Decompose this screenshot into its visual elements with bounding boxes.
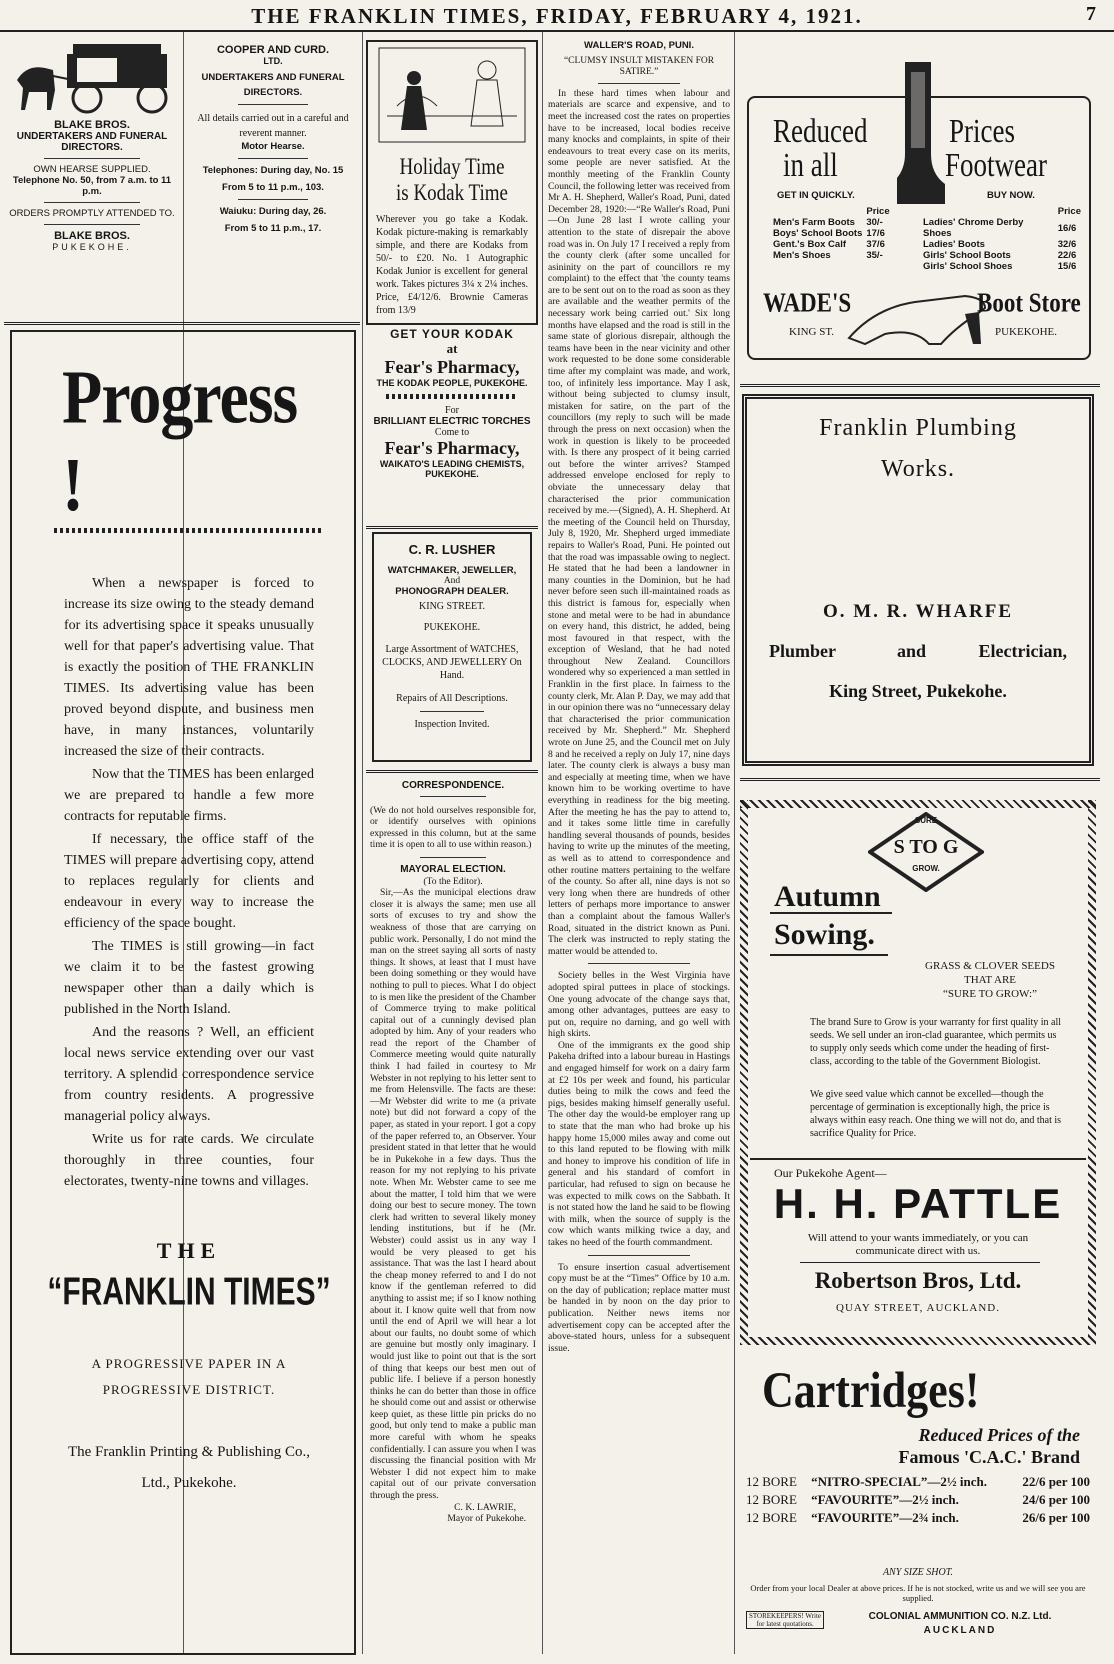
wades-price: 22/6 [1057,250,1077,261]
agent-label: Our Pukekohe Agent— [774,1166,887,1180]
plumbing-title-1: Franklin Plumbing [819,415,1017,441]
insertion-notice: To ensure insertion casual advertisement copy must be at the “Times” Office by 10 a.m. on the day of publication; replace matter must be handed in by noon on the day prior to publication. Neither news items nor advertisement copy can be accepted after the above-stated hours, unless for a subsequent issue. [548,1261,730,1354]
mayoral-election-role: Mayor of Pukekohe. [447,1513,526,1525]
cooper-line1: UNDERTAKERS AND FUNERAL [201,72,345,83]
cartridges-title: Cartridges! [762,1362,980,1419]
cartridges-ad [742,1362,1096,1655]
logo-sure: SURE [914,816,938,825]
cartridges-sub-2: Famous 'C.A.C.' Brand [898,1447,1080,1467]
kodak-for: For [445,405,459,416]
mayoral-election-title: MAYORAL ELECTION. [400,863,506,875]
plumbing-owner: O. M. R. WHARFE [822,601,1014,622]
progress-para-5: And the reasons ? Well, an efficient local news service extending over our vast territory. A splendid correspondence service from country residents. A progressive managerial policy always. [64,1025,314,1124]
cooper-name: COOPER AND CURD. [216,44,330,56]
cooper-waiuku1: Waiuku: During day, 26. [219,206,327,217]
sowing-that: THAT ARE [963,974,1017,986]
mayoral-election-to: (To the Editor). [423,875,483,887]
hearse-icon [7,40,177,114]
wades-price: 35/- [866,250,883,261]
cartridge-bore: 12 BORE [746,1510,797,1525]
wades-price: 16/6 [1057,222,1077,234]
robertson-bros: Robertson Bros, Ltd. [814,1268,1022,1293]
wades-item: Girls' School Shoes [923,261,1013,272]
kodak-at: at [446,341,458,356]
progress-tagline-1: A PROGRESSIVE PAPER IN A [91,1356,287,1371]
cooper-phone1: Telephones: During day, No. 15 [202,165,344,176]
sowing-seeds: GRASS & CLOVER SEEDS [925,960,1055,972]
immigrants-note: One of the immigrants ex the good ship Pakeha drifted into a labour bureau in Hastings and engaged himself for work on a dairy farm at £2 10s per week and found, his particular duties being to milk the cows and feed the pigs, besides making himself generally useful. The other day the would-be employer rang up to state that the man who had broke up his happy home 15,000 miles away and come out to this land reputed to be flowing with milk and honey to improve his condition of life in general and his standard of comfort in particular, had refused to sign on because he was expected to milk cows on the Sabbath. It is not stated how the land he said to be flowing with milk, when the source of supply is the cow which wants milking twice a day, and takes no heed of the fourth commandment. [548,1039,730,1248]
blake-hearse: OWN HEARSE SUPPLIED. [33,164,151,175]
lusher-ad [372,532,532,762]
wades-buy: BUY NOW. [987,190,1035,201]
correspondence-note: (We do not hold ourselves responsible for, or identify ourselves with opinions expressed in this column, but at the same time it is open to all to use within reason.) [370,804,536,851]
blake-line1: UNDERTAKERS AND FUNERAL [16,131,168,142]
wades-title-3: Prices [949,112,1015,150]
wades-item: Men's Shoes [773,250,831,261]
progress-company-2: Ltd., Pukekohe. [141,1475,237,1491]
wallers-heading: WALLER'S ROAD, PUNI. [584,40,694,51]
robertson-street: QUAY STREET, AUCKLAND. [836,1302,1000,1314]
storekeepers-box: STOREKEEPERS! Write for latest quotations. [746,1611,824,1629]
progress-para-3: If necessary, the office staff of the TIMES will prepare advertising copy, attend to replaces regularly for clients and endeavour in every way to increase the efficiency of the space bought. [64,832,314,931]
blake-bros-ad [4,40,180,315]
cartridge-type: “FAVOURITE”—2½ inch. [811,1492,959,1507]
lusher-street: KING STREET. [419,601,485,612]
blake-footer-name: BLAKE BROS. [54,230,130,242]
plumbing-trade-1: Plumber [769,641,836,661]
cartridge-bore: 12 BORE [746,1492,797,1507]
progress-para-6: Write us for rate cards. We circulate thoroughly in three counties, four electorates, twenty-nine towns and villages. [64,1132,314,1189]
blake-town: PUKEKOHE. [52,242,132,252]
progress-headline: Progress ! [62,355,298,528]
cartridges-city: AUCKLAND [923,1625,997,1636]
sowing-para-1: The brand Sure to Grow is your warranty for first quality in all seeds. We sell under an iron-clad guarantee, which permits us to supply only seeds which come under the heading of first-class, according to the table of the Government Biologist. [810,1017,1062,1067]
plumbing-trade-3: Electrician, [978,641,1067,661]
plumbing-ad [742,394,1094,766]
wades-price-header-right: Price [1057,206,1081,217]
wades-item: Girls' School Boots [923,250,1011,261]
wades-item: Ladies' Chrome Derby Shoes [923,217,1024,239]
lusher-trade-2: PHONOGRAPH DEALER. [395,586,509,597]
cartridge-type: “NITRO-SPECIAL”—2½ inch. [811,1474,988,1489]
kodak-ad [366,40,538,479]
wades-item: Boys' School Boots [773,228,863,239]
fears-pharmacy-name-2: Fear's Pharmacy, [384,438,520,458]
society-belles-note: Society belles in the West Virginia have adopted spiral puttees in place of stockings. One young advocate of the change says that, among other advantages, puttees are easy to put on, require no darning, and go well with high skirts. [548,970,730,1040]
wades-shop-name: WADE'S [763,287,852,318]
sowing-sure: “SURE TO GROW:” [943,988,1037,1000]
ladies-shoe-icon [845,288,995,348]
sowing-title-2: Sowing. [774,918,875,951]
wades-shop-name-2: Boot Store [977,287,1081,318]
cartridge-price: 24/6 per 100 [1022,1492,1090,1507]
lusher-trade-1: WATCHMAKER, JEWELLER, [387,565,517,576]
progress-tagline-2: PROGRESSIVE DISTRICT. [102,1382,276,1397]
mayoral-election-signature: C. K. LAWRIE, [454,1501,516,1513]
cooper-waiuku2: From 5 to 11 p.m., 17. [224,223,322,234]
progress-paper-name: “FRANKLIN TIMES” [47,1270,331,1314]
kodak-get: GET YOUR KODAK [390,327,514,341]
lusher-invite: Inspection Invited. [414,719,490,730]
page-number: 7 [1086,3,1096,25]
blake-line2: DIRECTORS. [61,142,123,153]
progress-the: THE [156,1238,222,1263]
wades-get: GET IN QUICKLY. [777,190,855,201]
kodak-chemists: WAIKATO'S LEADING CHEMISTS, PUKEKOHE. [379,459,525,479]
cooper-phone2: From 5 to 11 p.m., 103. [222,182,324,193]
plumbing-address: King Street, Pukekohe. [829,681,1007,701]
lusher-town: PUKEKOHE. [423,622,481,633]
lusher-name: C. R. LUSHER [408,542,496,557]
kodak-title-2: is Kodak Time [396,180,508,206]
cartridge-price-table [742,1473,1094,1527]
cooper-hearse: Motor Hearse. [241,141,305,152]
plumbing-title-2: Works. [880,456,956,482]
wallers-body: In these hard times when labour and materials are scarce and expensive, and to meet the increased cost the rates on properties have to be increased, local bodies receive many knocks and complaints, in spite of their endeavours to treat every case on its merits, some people are never satisfied. At the monthly meeting of the Franklin County Council, the following letter was received from Mr A. H. Shepherd, Waller's Road, Puni, dated December 28, 1920:—“Re Waller's Road, Puni—On June 28 last I wrote calling your attention to the state of disrepair the above road was in. On July 17 I received a reply from the county clerk (after some uncalled for asininity on the part of councillors re my complaint) to the effect that 'the county teams are to be sent out on to the road as soon as they are available and the weather permits of the necessary work being carried out.' Six long months have elapsed and the road is still in the same state of glorious disrepair, although the teams have been in the near vicinity and other work requested to be done some considerable time after my complaint was made, and work, too, of infinitely less importance. May I ask, without being subjected to clumsy insult, mistaken for satire, on the part of the councillors (my reply to such will be made through the press on next occasion) when the work in question is likely to be proceeded with. Is there any prospect of it being carried out before the winter arrives? Stamped addressed envelope enclosed for reply to obviate the unnecessary delay that characterised the prior communication received by me.—(Signed), A. H. Shepherd. At the meeting of the Council held on Thursday, July 8, 1920, Mr. Shepherd urged immediate repairs to Waller's Road, Puni. He pointed out that the road was impassable owing to neglect. He stated that he had been a landowner in many counties in the Dominion, but he had never before seen such ill-maintained roads as this district is famous for, especially when stone and metal were to be had in abundance on every hand, this district, he added, being most favoured in that respect, with the exception of Wesland, that he had noted throughout New Zealand. Councillors wondered why so experienced a man settled in Franklin in the first place. In fairness to the county clerk, Mr. Alan P. Day, we may add that in our opinion there was no “unnecessary delay that characterised the prior communication received by Mr. Shepherd.” Mr. Shepherd wrote on June 25, and the Council met on July 8 and he received a reply on July 17, nine days later. The county clerk is always a busy man and especially at meeting time, when we have known him to be working overtime to have everything in readiness for the big meeting. After the meeting he has the pay to attend to, and it takes some little time in carefully handling several thousands of pounds, besides having to write up the minutes of the meeting, as well as to attend to correspondence and other routine matters pertaining to the welfare of the county. So after all, nine days is not so very long when there are hundreds of other letters of perhaps more importance to answer than a complaint about the famous Waller's Road, situated in the district known as Puni. The clerk was instructed to reply stating the matter would be attended to. [548,87,730,957]
agent-name: H. H. PATTLE [773,1180,1063,1227]
wades-price: 30/- [866,217,883,228]
cooper-details: All details carried out in a careful and reverent manner. [197,113,349,139]
wallers-road-column [548,40,730,1354]
masthead [0,0,1114,32]
cartridge-bore: 12 BORE [746,1474,797,1489]
cartridges-company: COLONIAL AMMUNITION CO. N.Z. Ltd. [868,1611,1052,1622]
mayoral-election-body: Sir,—As the municipal elections draw closer it is always the same; men use all sorts of excuses to try and show the weakness of those that are carrying on public work. Personally, I do not mind the man on the street saying all sorts of nasty things. It shows, at least that I must have been doing something or they would have nothing to pull to pieces. What I do object to is men like the president of the Chamber of Commerce trying to make political capital out of a cunningly devised plan adopted by him. Any of your readers who read the report of the Chamber of Commerce meeting would quite naturally think I had failed in courtesy to Mr Webster in not replying to his letter sent to me from Helensville. The facts are these:—Mr Webster did write to me (a private note) but did not forward a copy of the paper, as stated in your report. I got a copy of the paper referred to, an Observer. Your president stated in that letter that he would be in Pukekohe in a few days. Thus the reason for my not replying to his private note. When Mr. Webster came to see me about the matter, I told him that we were doing our best to secure money. The town clerk had written to several likely money lending institutions, but if he (Mr. Webster) could assist us in any way I would be very pleased to get his assistance. That was the last I heard about the cheap money referred to and I do not know if the gentleman referred to did anything to assist me; if so I know nothing about it. I know quite well that from now until the end of April we will hear a lot about our faults, no doubt some of which are genuine but mostly only imaginary. I would just like to point out that is the sort of thing that keeps our best men out of public life. I believe if a person honestly thinks he can do better than those in office he should come out and assist or otherwise keep quiet, as these little pin pricks do no good, but only tend to make a public man more careful with whom he speaks confidentially. I can assure you when I was discussing the financial position with Mr Webster I did not expect him to make capital out of our private conversation through the press. [370,887,536,1502]
wades-ad [747,96,1091,360]
wades-title-4: Footwear [945,146,1047,184]
wades-title-1: Reduced [773,112,868,150]
wades-price: 17/6 [866,228,885,239]
cartridges-sub-1: Reduced Prices of the [918,1425,1080,1445]
blake-name: BLAKE BROS. [54,119,130,131]
cooper-line2: DIRECTORS. [243,87,303,98]
blake-phone: Telephone No. 50, from 7 a.m. to 11 p.m. [12,175,172,197]
sowing-para-2: We give seed value which cannot be excelled—though the percentage of germination is exceptionally high, the price is always within easy reach. One thing we will not do, and that is sacrifice Quality for Price. [810,1089,1062,1139]
kodak-body: Wherever you go take a Kodak. Kodak picture-making is remarkably simple, and there are Kodaks from 50/- to £20. No. 1 Autographic Kodak Junior is excellent for general work. Takes pictures 3¼ x 2¼ inches. Price, £4/12/6. Brownie Cameras from 13/9 [376,214,528,316]
logo-s-to-g: S TO G [893,836,959,858]
wades-item: Men's Farm Boots [773,217,855,228]
wades-item: Ladies' Boots [923,239,985,250]
progress-para-4: The TIMES is still growing—in fact we claim it to be the fastest growing newspaper other than a daily which is published in the North Island. [64,939,314,1017]
kodak-title-1: Holiday Time [399,154,505,180]
kodak-torches: BRILLIANT ELECTRIC TORCHES [373,416,531,427]
wades-price-header-left: Price [866,206,890,217]
progress-para-2: Now that the TIMES has been enlarged we are prepared to handle a few more contracts for reputable firms. [64,767,314,824]
wades-street: KING ST. [789,326,835,338]
fears-pharmacy-name: Fear's Pharmacy, [384,357,520,377]
agent-attend: Will attend to your wants immediately, or you can communicate direct with us. [807,1232,1029,1257]
correspondence-heading: CORRESPONDENCE. [401,780,505,791]
wades-town: PUKEKOHE. [995,326,1058,338]
kodak-people: THE KODAK PEOPLE, PUKEKOHE. [376,378,528,388]
cartridge-type: “FAVOURITE”—2¾ inch. [811,1510,959,1525]
progress-para-1: When a newspaper is forced to increase its size owing to the steady demand for its advertising space it speaks unusually well for that paper's advertising value. That is exactly the position of THE FRANKLIN TIMES. Its advertising value has been proved beyond dispute, and business men have, in many instances, voluntarily increased the size of their contracts. [64,576,314,759]
cartridges-order: Order from your local Dealer at above prices. If he is not stocked, write us and we will see you are supplied. [750,1583,1086,1603]
cooper-ltd: LTD. [263,56,283,66]
wades-price: 15/6 [1057,261,1077,272]
lusher-and: And [443,576,461,586]
wades-price: 32/6 [1057,239,1077,250]
cooper-curd-ad [188,44,358,234]
wades-price: 37/6 [866,239,885,250]
lusher-repairs: Repairs of All Descriptions. [396,693,508,704]
plumbing-trade-2: and [897,641,927,661]
blake-orders: ORDERS PROMPTLY ATTENDED TO. [9,208,175,219]
kodak-come: Come to [434,427,470,438]
lusher-stock: Large Assortment of WATCHES, CLOCKS, AND JEWELLERY On Hand. [382,644,522,681]
progress-ad [10,330,356,1655]
sure-to-grow-ad [740,800,1096,1345]
cartridge-price: 26/6 per 100 [1022,1510,1090,1525]
wades-title-2: in all [783,146,838,184]
masthead-title: THE FRANKLIN TIMES, FRIDAY, FEBRUARY 4, 1921. [251,4,863,28]
sowing-title-1: Autumn [774,880,881,913]
boot-icon [891,58,947,208]
logo-grow: GROW. [912,864,940,873]
wades-price-table-left [771,206,892,261]
cartridges-any-size: ANY SIZE SHOT. [882,1567,954,1578]
wades-item: Gent.'s Box Calf [773,239,846,250]
cartridge-price: 22/6 per 100 [1022,1474,1090,1489]
progress-company: The Franklin Printing & Publishing Co., [67,1444,311,1460]
wallers-subhead: “CLUMSY INSULT MISTAKEN FOR SATIRE.” [563,55,715,78]
correspondence-column [370,780,536,1525]
wades-price-table-right [921,206,1083,272]
kodak-illustration [377,46,527,144]
